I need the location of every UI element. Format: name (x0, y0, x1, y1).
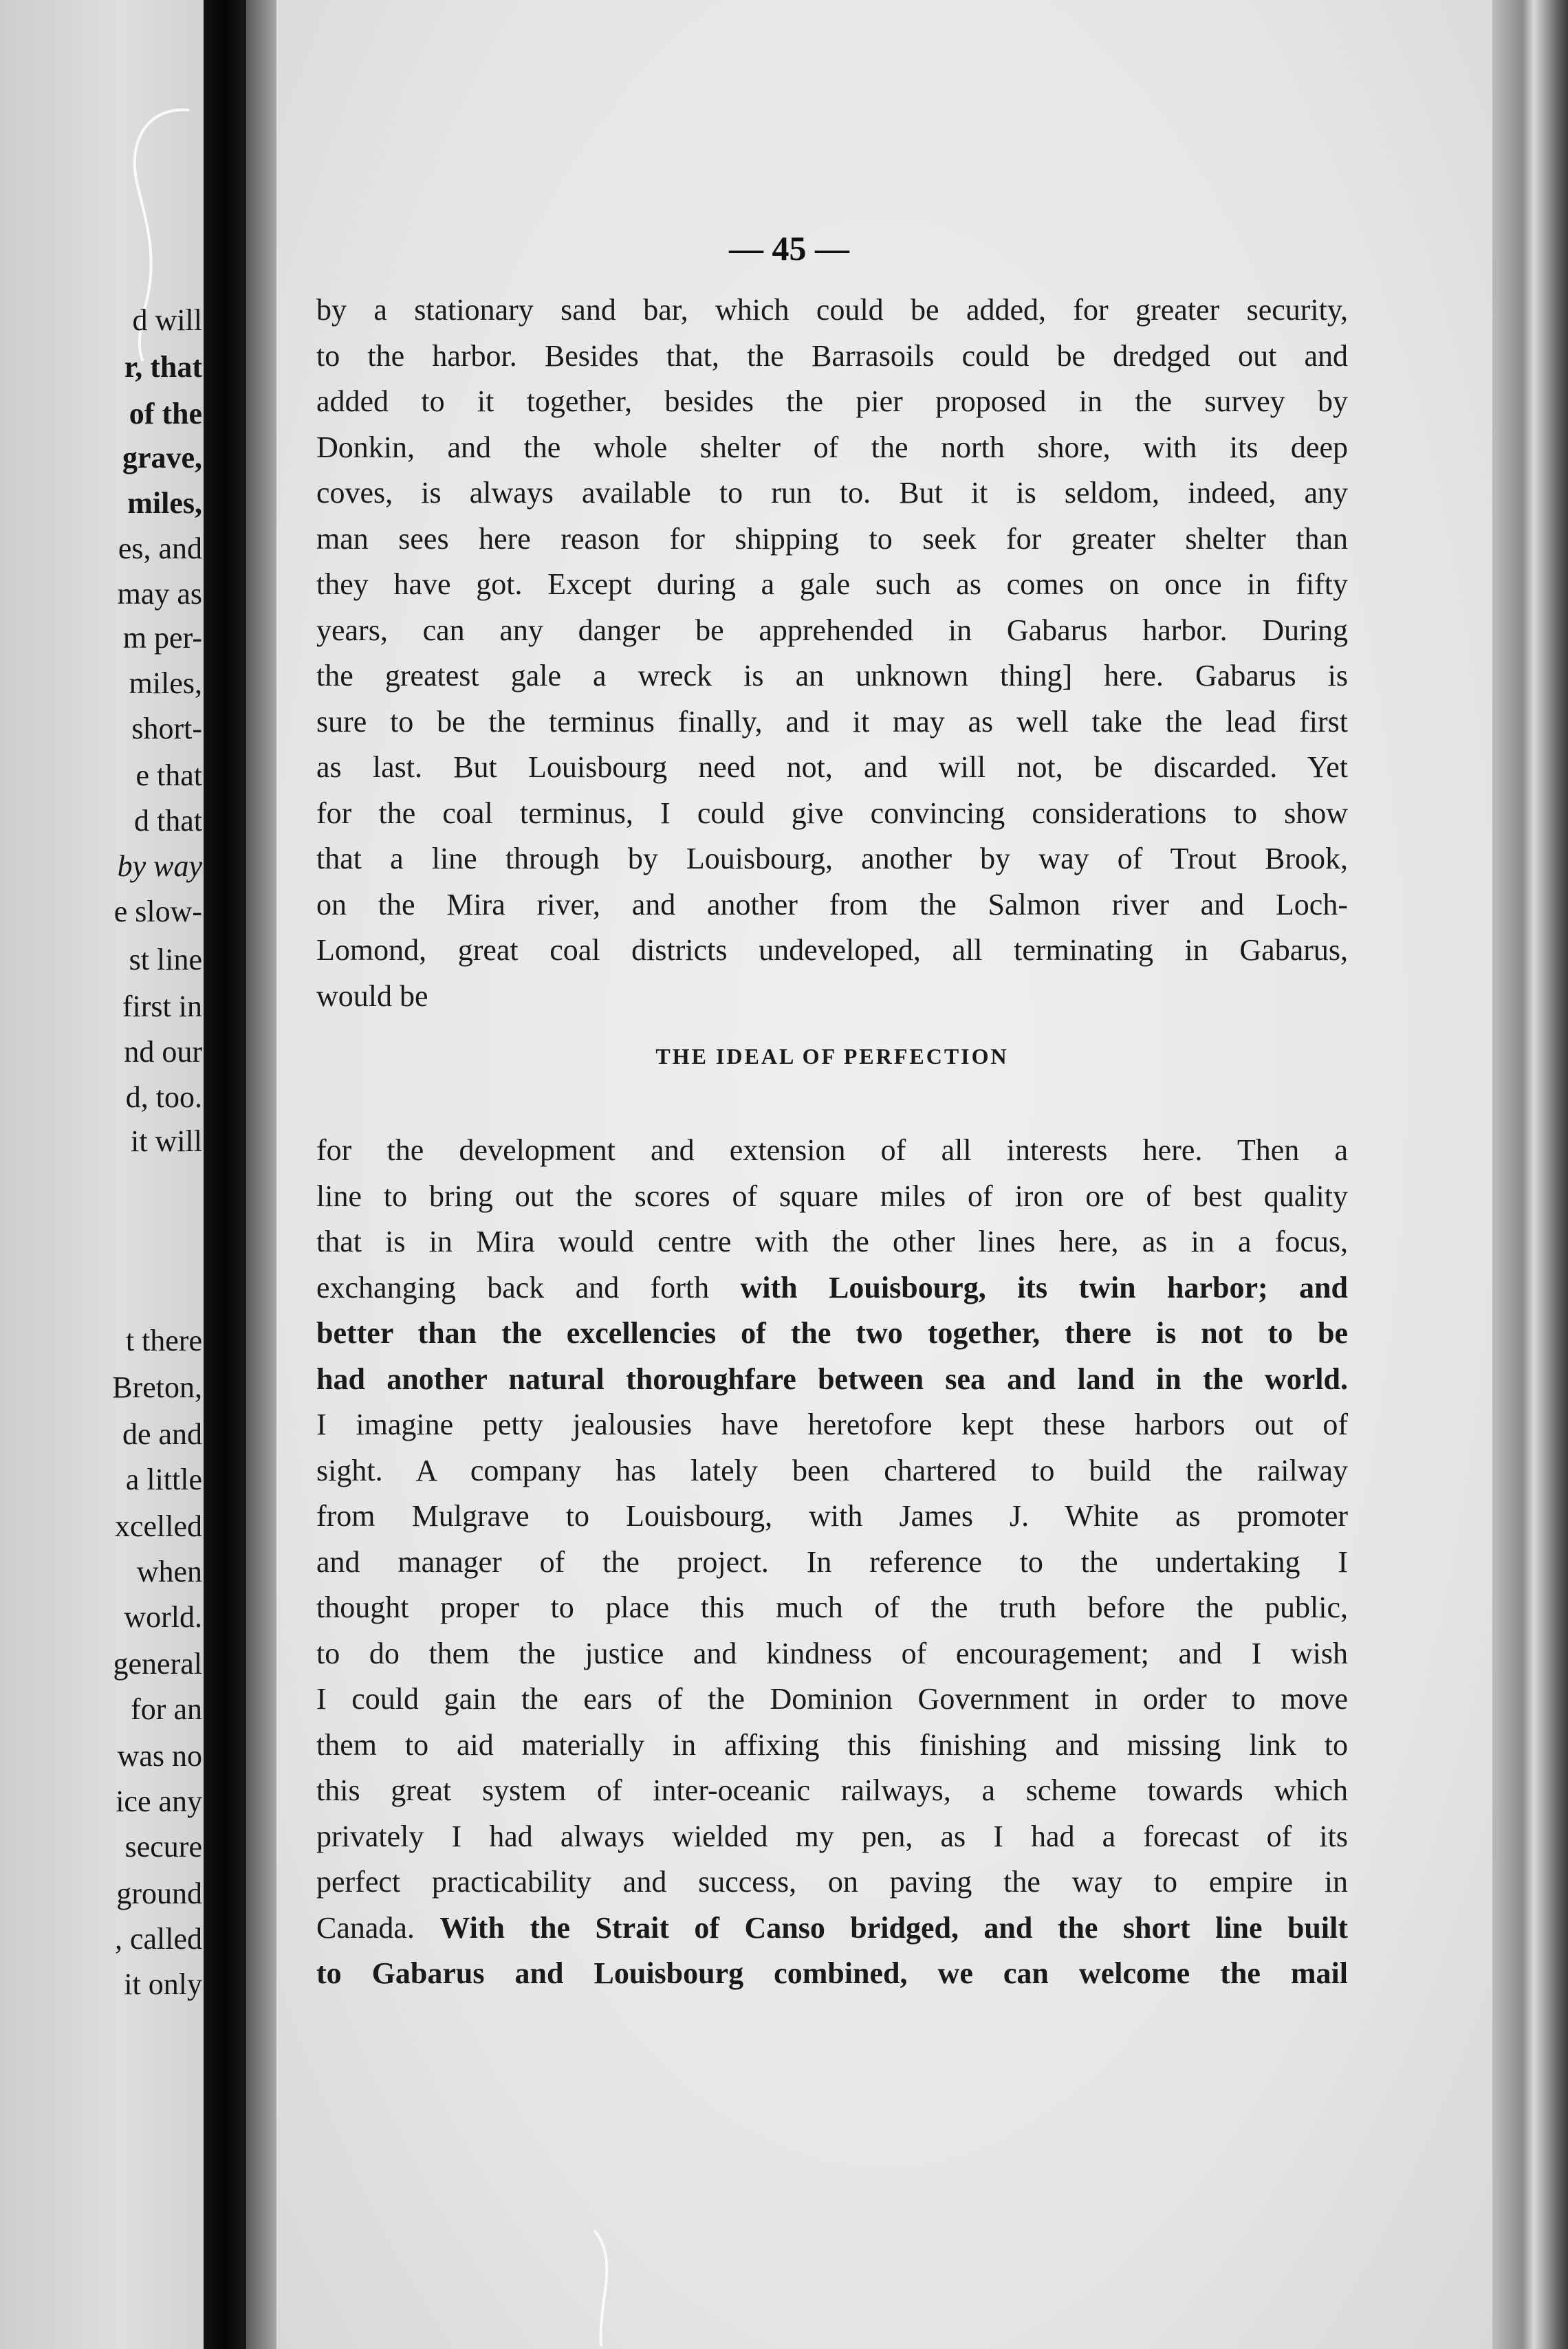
book-gutter (204, 0, 246, 2349)
text-run: Donkin, and the whole shelter of the north shore, with its deep (316, 430, 1348, 464)
text-line (316, 1768, 1348, 1814)
text-line (316, 1265, 1348, 1311)
previous-page-line: e slow- (113, 895, 202, 928)
bold-text: with Louisbourg, its twin harbor; and (740, 1270, 1348, 1304)
previous-page-line: short- (131, 712, 202, 745)
text-line (316, 1174, 1348, 1220)
page-number: — 45 — (729, 229, 849, 267)
previous-page-line: by way (117, 849, 202, 883)
text-line (316, 928, 1348, 974)
text-run: for the coal terminus, I could give convincing considerations to show (316, 796, 1348, 830)
text-line (316, 882, 1348, 928)
text-line (316, 334, 1348, 380)
previous-page-line: grave, (122, 441, 202, 474)
text-run: to do them the justice and kindness of encouragement; and I wish (316, 1636, 1348, 1670)
text-run: privately I had always wielded my pen, as I had a forecast of its (316, 1819, 1348, 1853)
text-line (316, 516, 1348, 562)
previous-page-line: d that (134, 804, 202, 838)
text-line (316, 745, 1348, 791)
section-heading: THE IDEAL OF PERFECTION (655, 1044, 1009, 1069)
previous-page-line: miles, (127, 486, 202, 520)
text-run: I imagine petty jealousies have heretofore kept these harbors out of (316, 1408, 1348, 1441)
text-run: perfect practicability and success, on paving the way to empire in (316, 1865, 1348, 1899)
text-line (316, 1448, 1348, 1494)
text-line (316, 608, 1348, 654)
text-line (316, 1311, 1348, 1357)
text-run: as last. But Louisbourg need not, and will not, be discarded. Yet (316, 750, 1348, 784)
previous-page-line: it only (124, 1967, 202, 2001)
text-run: sight. A company has lately been chartered to build the railway (316, 1453, 1348, 1487)
text-run: to the harbor. Besides that, the Barrasoils could be dredged out and (316, 338, 1348, 373)
previous-page-line: for an (131, 1692, 202, 1726)
previous-page-line: r, that (124, 350, 202, 384)
previous-page-line: when (136, 1555, 202, 1588)
text-line (316, 1402, 1348, 1448)
text-run: I could gain the ears of the Dominion Government in order to move (316, 1682, 1348, 1716)
text-run: they have got. Except during a gale such as comes on once in fifty (316, 567, 1348, 601)
previous-page-line: de and (122, 1417, 202, 1451)
text-run: man sees here reason for shipping to seek for greater shelter than (316, 521, 1348, 556)
text-line (316, 1814, 1348, 1860)
previous-page-line: general (113, 1647, 202, 1681)
text-run: sure to be the terminus finally, and it may as well take the lead first (316, 704, 1348, 739)
text-run: on the Mira river, and another from the Salmon river and Loch- (316, 887, 1348, 921)
previous-page-line: was no (117, 1739, 202, 1773)
previous-page-line: Breton, (112, 1370, 202, 1404)
previous-page-line: xcelled (114, 1509, 202, 1543)
previous-page-line: first in (122, 990, 202, 1023)
text-run: line to bring out the scores of square miles of iron ore of best quality (316, 1179, 1348, 1213)
text-line (316, 653, 1348, 699)
paragraph-2 (316, 1128, 1348, 1997)
text-line (316, 1631, 1348, 1677)
text-run: Lomond, great coal districts undeveloped, all terminating in Gabarus, (316, 933, 1348, 967)
text-line (316, 1357, 1348, 1403)
previous-page-line: ground (116, 1877, 202, 1910)
previous-page-line: world. (124, 1600, 202, 1634)
text-line (316, 1859, 1348, 1905)
text-run: would be (316, 979, 428, 1013)
text-run: Canada. (316, 1910, 440, 1945)
text-line (316, 791, 1348, 837)
text-line (316, 1905, 1348, 1952)
text-line (316, 1494, 1348, 1540)
previous-page-line: d, too. (125, 1080, 202, 1114)
text-line (316, 699, 1348, 745)
text-run: thought proper to place this much of the truth before the public, (316, 1591, 1348, 1624)
text-run: this great system of inter-oceanic railways, a scheme towards which (316, 1773, 1348, 1807)
text-run: for the development and extension of all interests here. Then a (316, 1133, 1348, 1167)
previous-page-line: of the (129, 397, 202, 430)
text-run: added to it together, besides the pier proposed in the survey by (316, 384, 1348, 418)
previous-page-line: es, and (118, 532, 202, 565)
text-line (316, 1540, 1348, 1586)
previous-page-line: d will (132, 303, 202, 337)
bottom-margin-mark (591, 2228, 619, 2349)
text-line (316, 1585, 1348, 1631)
bold-text: better than the excellencies of the two together, there is not to be (316, 1316, 1348, 1350)
previous-page-line: it will (131, 1124, 202, 1158)
previous-page-line: secure (124, 1830, 202, 1864)
text-run: exchanging back and forth (316, 1270, 741, 1304)
previous-page-line: a little (125, 1463, 202, 1496)
text-run: that a line through by Louisbourg, another by way of Trout Brook, (316, 842, 1348, 875)
previous-page-line: st line (129, 943, 202, 976)
page-edge-stack (1492, 0, 1568, 2349)
previous-page-fragment (0, 0, 204, 2349)
previous-page-line: e that (135, 758, 202, 792)
text-run: and manager of the project. In reference to the undertaking I (316, 1544, 1348, 1579)
text-run: them to aid materially in affixing this finishing and missing link to (316, 1727, 1348, 1762)
text-run: by a stationary sand bar, which could be added, for greater security, (316, 293, 1348, 327)
text-line (316, 379, 1348, 425)
text-line (316, 1676, 1348, 1723)
previous-page-line: nd our (124, 1035, 202, 1069)
text-run: the greatest gale a wreck is an unknown thing] here. Gabarus is (316, 659, 1348, 692)
bold-text: With the Strait of Canso bridged, and the short line built (439, 1910, 1349, 1945)
previous-page-line: t there (125, 1324, 202, 1357)
text-run: years, can any danger be apprehended in Gabarus harbor. During (316, 613, 1348, 647)
text-run: that is in Mira would centre with the other lines here, as in a focus, (316, 1225, 1348, 1258)
bold-text: had another natural thoroughfare between sea and land in the world. (316, 1362, 1348, 1396)
previous-page-line: , called (114, 1922, 202, 1956)
text-line (316, 836, 1348, 882)
text-line (316, 287, 1348, 334)
paragraph-1 (316, 287, 1348, 1019)
previous-page-line: m per- (122, 621, 202, 655)
text-line (316, 562, 1348, 608)
text-line (316, 1219, 1348, 1265)
text-run: from Mulgrave to Louisbourg, with James J. White as promoter (316, 1499, 1348, 1533)
text-line (316, 974, 1348, 1020)
text-run: coves, is always available to run to. But it is seldom, indeed, any (316, 476, 1348, 510)
previous-page-line: ice any (116, 1784, 202, 1818)
text-line (316, 425, 1348, 471)
page-curve-shadow (246, 0, 276, 2349)
previous-page-line: may as (117, 577, 202, 611)
text-line (316, 1128, 1348, 1174)
bold-text: to Gabarus and Louisbourg combined, we can welcome the mail (316, 1956, 1348, 1990)
text-line (316, 1951, 1348, 1997)
text-line (316, 1723, 1348, 1769)
text-line (316, 470, 1348, 516)
previous-page-line: miles, (129, 666, 202, 700)
